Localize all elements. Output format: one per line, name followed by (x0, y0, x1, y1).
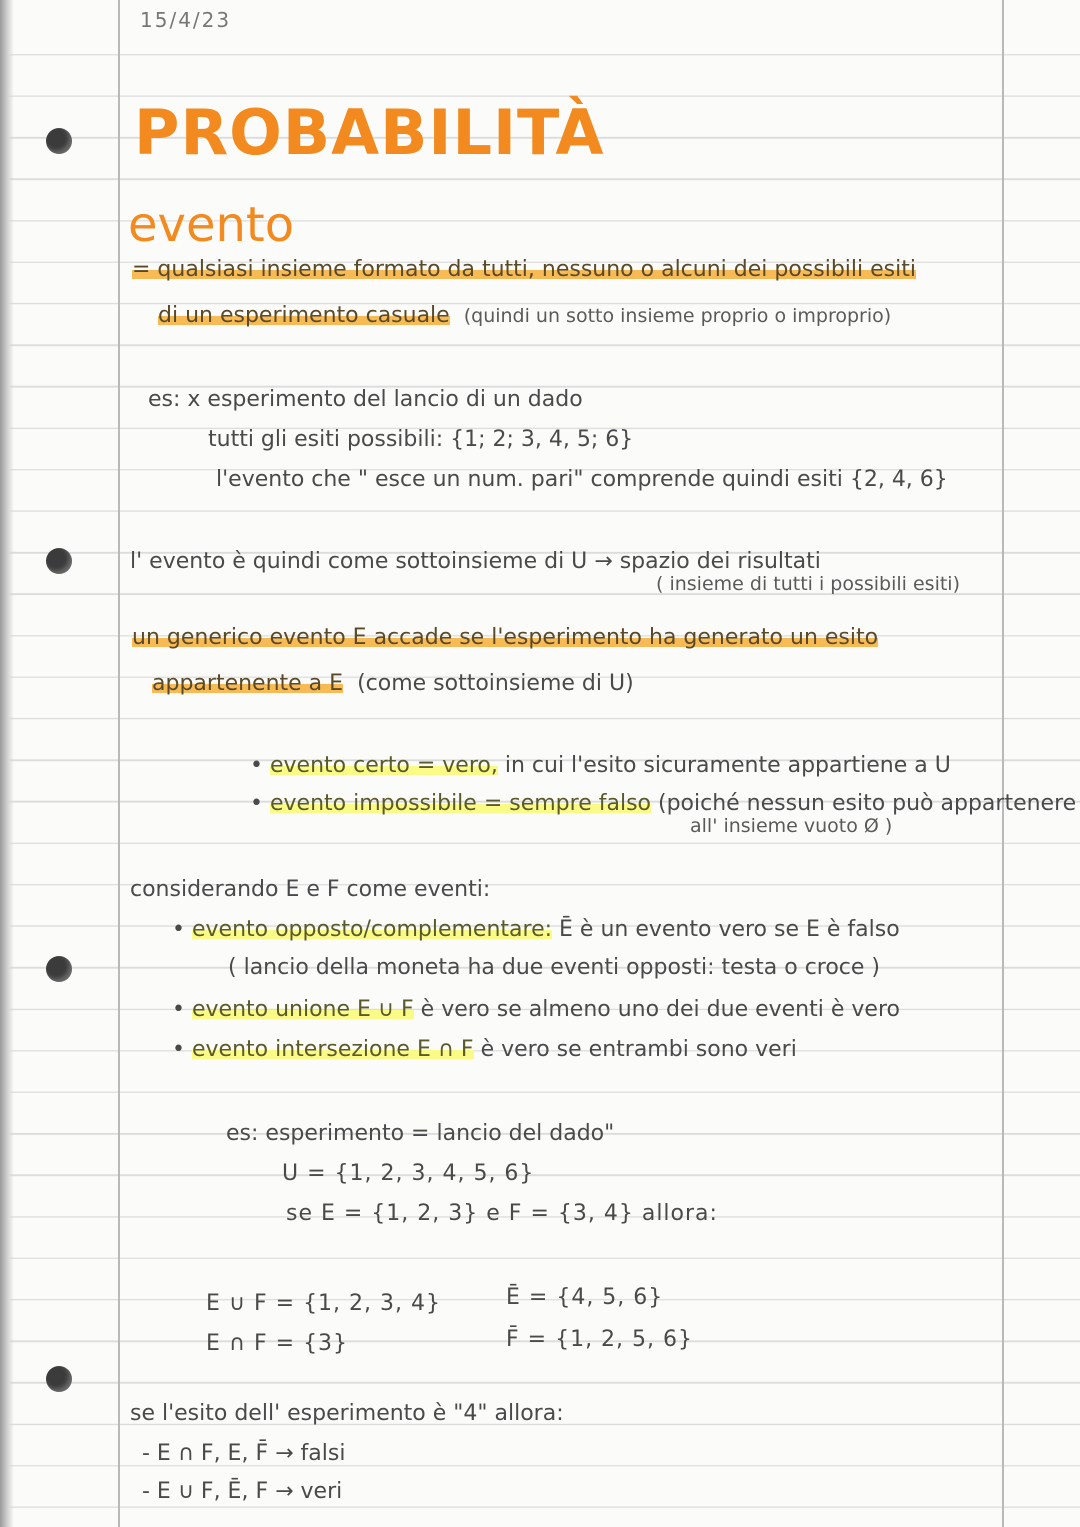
note-date: 15/4/23 (140, 8, 232, 32)
operation-complement: • evento opposto/complementare: Ē è un evento vero se E è falso (172, 917, 900, 942)
certain-highlight: evento certo = vero, (269, 753, 498, 778)
example2-line-3: se E = {1, 2, 3} e F = {3, 4} allora: (286, 1201, 718, 1226)
occurs-line-1 (132, 624, 878, 652)
complement-text: Ē è un evento vero se E è falso (552, 917, 900, 942)
page-title: PROBABILITÀ (134, 96, 605, 169)
right-margin-line (1002, 0, 1004, 1527)
occurs-highlight-2: appartenente a E (152, 671, 344, 696)
operation-intersection: • evento intersezione E ∩ F è vero se entrambi sono veri (172, 1037, 797, 1062)
definition-line-1 (132, 256, 916, 284)
union-text: è vero se almeno uno dei due eventi è vero (413, 997, 900, 1022)
definition-line-2 (158, 302, 891, 330)
definition-note: (quindi un sotto insieme proprio o improprio) (463, 305, 892, 327)
example1-line-1: es: x esperimento del lancio di un dado (148, 387, 583, 412)
occurs-note: (come sottoinsieme di U) (357, 671, 634, 696)
sample-space-line-1: l' evento è quindi come sottoinsieme di U → spazio dei risultati (130, 549, 821, 574)
occurs-highlight-1: un generico evento E accade se l'esperimento ha generato un esito (132, 625, 879, 650)
left-margin-line (118, 0, 120, 1527)
occurs-line-2 (152, 670, 634, 698)
definition-highlight-2: di un esperimento casuale (158, 303, 450, 328)
operation-union: • evento unione E ∪ F è vero se almeno uno dei due eventi è vero (172, 997, 900, 1022)
outcome-false: - E ∩ F, E, F̄ → falsi (142, 1441, 346, 1466)
impossible-highlight: evento impossibile = sempre falso (269, 791, 651, 816)
union-highlight: evento unione E ∪ F (191, 997, 414, 1022)
example1-line-3: l'evento che " esce un num. pari" comprende quindi esiti {2, 4, 6} (216, 467, 948, 492)
sample-space-line-2: ( insieme di tutti i possibili esiti) (656, 573, 960, 595)
result-intersection: E ∩ F = {3} (206, 1331, 349, 1356)
intersection-text: è vero se entrambi sono veri (473, 1037, 797, 1062)
page-edge-shadow (0, 0, 14, 1527)
binder-hole-icon (46, 956, 72, 982)
example2-line-1: es: esperimento = lancio del dado" (226, 1121, 615, 1146)
certain-text: in cui l'esito sicuramente appartiene a U (497, 753, 951, 778)
example2-line-2: U = {1, 2, 3, 4, 5, 6} (282, 1161, 535, 1186)
section-title: evento (128, 197, 295, 253)
bullet-impossible-event: • evento impossibile = sempre falso (poiché nessun esito può appartenere (250, 791, 1077, 816)
impossible-text: (poiché nessun esito può appartenere (651, 791, 1077, 816)
complement-highlight: evento opposto/complementare: (191, 917, 553, 942)
binder-hole-icon (46, 1366, 72, 1392)
outcome-intro: se l'esito dell' esperimento è "4" allora: (130, 1401, 564, 1426)
impossible-note: all' insieme vuoto Ø ) (690, 815, 893, 837)
binder-hole-icon (46, 128, 72, 154)
outcome-true: - E ∪ F, Ē, F → veri (142, 1479, 343, 1504)
bullet-certain-event: • evento certo = vero, in cui l'esito sicuramente appartiene a U (250, 753, 951, 778)
result-union: E ∪ F = {1, 2, 3, 4} (206, 1291, 442, 1316)
binder-hole-icon (46, 548, 72, 574)
result-f-complement: F̄ = {1, 2, 5, 6} (506, 1327, 694, 1352)
intersection-highlight: evento intersezione E ∩ F (191, 1037, 474, 1062)
definition-highlight-1: = qualsiasi insieme formato da tutti, nessuno o alcuni dei possibili esiti (132, 257, 916, 282)
result-e-complement: Ē = {4, 5, 6} (506, 1285, 664, 1310)
considering-heading: considerando E e F come eventi: (130, 877, 491, 902)
coin-note: ( lancio della moneta ha due eventi opposti: testa o croce ) (228, 955, 881, 980)
example1-line-2: tutti gli esiti possibili: {1; 2; 3, 4, 5; 6} (208, 427, 634, 452)
